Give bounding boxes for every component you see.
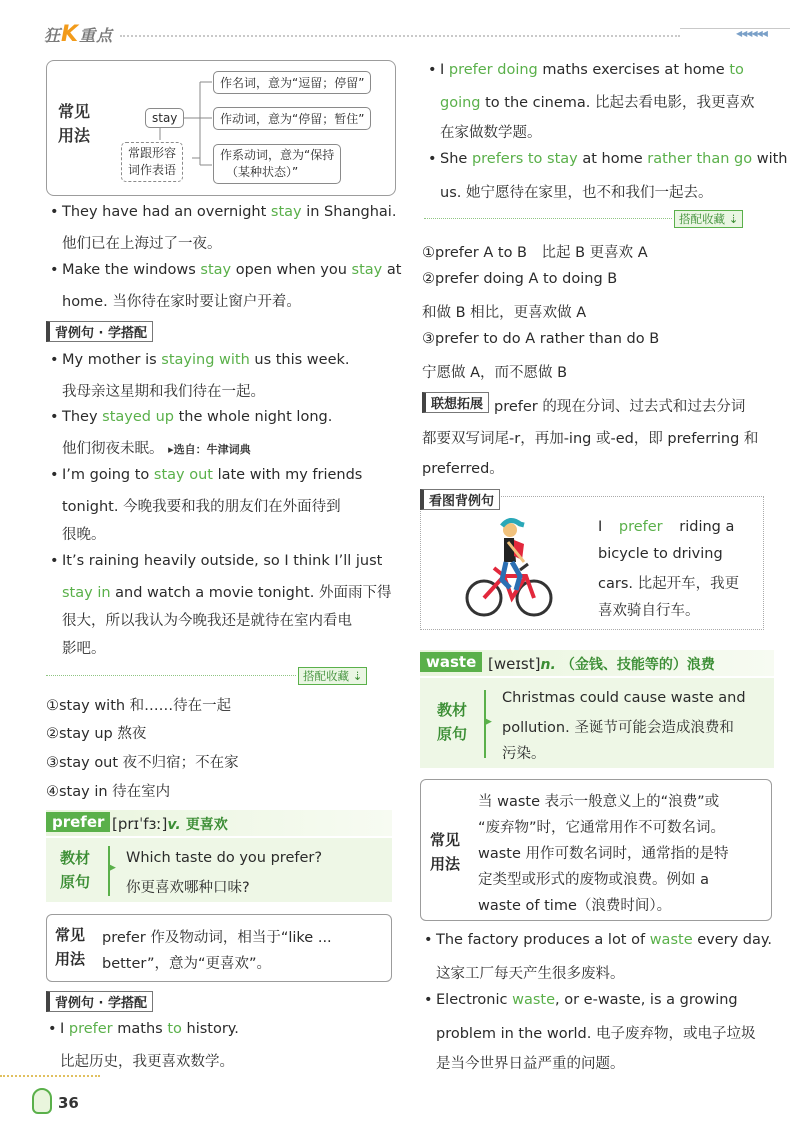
stay-example-1: • They have had an overnight stay in Shanghai. <box>62 204 396 220</box>
waste-example-2-cont: problem in the world. 电子废弃物，或电子垃圾 <box>436 1026 756 1042</box>
prefer-list-item-3: ③prefer to do A rather than do B <box>422 331 660 347</box>
waste-textbook-label: 教材 原句 <box>437 701 468 743</box>
collect-label-stay: 搭配收藏 ⇣ <box>298 667 367 685</box>
waste-usage-label: 常见 用法 <box>430 831 461 873</box>
waste-textbook-line-1: Christmas could cause waste and <box>502 690 746 706</box>
picture-text-2: bicycle to driving <box>598 546 723 562</box>
waste-word-tag: waste <box>420 652 482 672</box>
prefer-example-1: • I prefer maths to history. <box>60 1021 239 1037</box>
waste-tc-arrow-icon: ▶ <box>485 717 492 727</box>
waste-usage-1: 当 waste 表示一般意义上的“浪费”或 <box>478 794 720 810</box>
footer-dotted-line <box>0 1075 100 1077</box>
collocation-pill: 常跟形容 词作表语 <box>121 142 183 182</box>
logo-k: K <box>61 22 80 47</box>
prefer-list-item-3-cn: 宁愿做 A，而不愿做 B <box>422 365 568 381</box>
page-number: 36 <box>58 1094 79 1112</box>
prefer-textbook-en: Which taste do you prefer? <box>126 850 323 866</box>
usage-box-title: 常见 用法 <box>58 102 91 145</box>
assoc-text-1: prefer 的现在分词、过去式和过去分词 <box>494 399 746 415</box>
bicycle-rider-illustration <box>464 516 554 620</box>
logo-char-b: 重点 <box>79 26 114 45</box>
prefer-example-2: • I prefer doing maths exercises at home to <box>440 62 744 78</box>
stay-colloc-example-1-cn: 我母亲这星期和我们待在一起。 <box>62 384 265 400</box>
prefer-definition: [prɪˈfɜː]v. 更喜欢 <box>112 815 228 833</box>
prefer-example-1-cn: 比起历史，我更喜欢数学。 <box>60 1054 234 1070</box>
prefer-usage-text-1: prefer 作及物动词，相当于“like ... <box>102 930 332 946</box>
waste-usage-2: “废弃物”时，它通常用作不可数名词。 <box>478 820 726 836</box>
badge-beili-stay: 背例句 · 学搭配 <box>46 321 153 342</box>
logo-char-a: 狂 <box>44 26 62 45</box>
stay-colloc-example-4-cont: stay in and watch a movie tonight. 外面雨下得 <box>62 585 392 601</box>
waste-usage-4: 定类型或形式的废物或浪费。例如 a <box>478 872 709 888</box>
prefer-example-2-cont2: 在家做数学题。 <box>440 125 542 141</box>
picture-text-3: cars. 比起开车，我更 <box>598 576 740 592</box>
header-line <box>680 28 790 29</box>
prefer-list-item-2-cn: 和做 B 相比，更喜欢做 A <box>422 305 587 321</box>
waste-example-1: • The factory produces a lot of waste every day. <box>436 932 772 948</box>
prefer-textbook-cn: 你更喜欢哪种口味? <box>126 880 250 896</box>
stay-colloc-example-3-cont: tonight. 今晚我要和我的朋友们在外面待到 <box>62 499 341 515</box>
prefer-list-item-2: ②prefer doing A to doing B <box>422 271 618 287</box>
picture-text-1: I prefer riding a <box>598 519 735 535</box>
assoc-tag: 联想拓展 <box>422 392 489 413</box>
waste-example-2-cont2: 是当今世界日益严重的问题。 <box>436 1056 625 1072</box>
picture-text-4: 喜欢骑自行车。 <box>598 603 700 619</box>
stay-colloc-example-3: • I’m going to stay out late with my friends <box>62 467 362 483</box>
waste-usage-5: waste of time（浪费时间）。 <box>478 898 672 914</box>
link-verb-pill: 作系动词，意为“保持 （某种状态）” <box>213 144 341 184</box>
collect-label-prefer: 搭配收藏 ⇣ <box>674 210 743 228</box>
waste-example-2: • Electronic waste, or e-waste, is a growing <box>436 992 738 1008</box>
stay-list-item-1: ①stay with 和……待在一起 <box>46 698 232 714</box>
prefer-example-3: • She prefers to stay at home rather than go with <box>440 151 787 167</box>
collect-divider-line <box>46 675 296 676</box>
prefer-example-2-cont: going to the cinema. 比起去看电影，我更喜欢 <box>440 95 755 111</box>
verb-usage-pill: 作动词，意为“停留；暂住” <box>213 107 371 130</box>
header-arrows-icon: ◀◀◀◀◀◀ <box>736 29 767 38</box>
stay-list-item-3: ③stay out 夜不归宿；不在家 <box>46 755 239 771</box>
stay-colloc-example-4: • It’s raining heavily outside, so I think I’ll just <box>62 553 382 569</box>
waste-definition: [weɪst]n. （金钱、技能等的）浪费 <box>488 655 715 673</box>
source-note: ▸选自：牛津词典 <box>168 443 251 456</box>
prefer-tc-arrow-icon: ▶ <box>109 863 116 873</box>
stay-word-pill: stay <box>145 108 184 128</box>
stay-example-2: • Make the windows stay open when you stay at <box>62 262 401 278</box>
prefer-textbook-label: 教材 原句 <box>60 849 91 891</box>
stay-example-2-cont: home. 当你待在家时要让窗户开着。 <box>62 294 301 310</box>
prefer-usage-text-2: better”，意为“更喜欢”。 <box>102 956 272 972</box>
prefer-word-tag: prefer <box>46 812 110 832</box>
waste-usage-3: waste 用作可数名词时，通常指的是特 <box>478 846 729 862</box>
stay-colloc-example-4-cont3: 影吧。 <box>62 641 106 657</box>
waste-textbook-line-3: 污染。 <box>502 746 546 762</box>
picture-tag: 看图背例句 <box>420 489 500 510</box>
bulb-icon <box>32 1088 52 1114</box>
stay-colloc-example-3-cont2: 很晚。 <box>62 527 106 543</box>
stay-example-1-cn: 他们已在上海过了一夜。 <box>62 236 222 252</box>
prefer-list-item-1: ①prefer A to B 比起 B 更喜欢 A <box>422 245 648 261</box>
prefer-example-3-cont: us. 她宁愿待在家里，也不和我们一起去。 <box>440 185 713 201</box>
noun-usage-pill: 作名词，意为“逗留；停留” <box>213 71 371 94</box>
collect-divider-line-prefer <box>424 218 672 219</box>
waste-example-1-cn: 这家工厂每天产生很多废料。 <box>436 966 625 982</box>
assoc-text-3: preferred。 <box>422 461 504 477</box>
waste-textbook-line-2: pollution. 圣诞节可能会造成浪费和 <box>502 720 734 736</box>
stay-list-item-4: ④stay in 待在室内 <box>46 784 171 800</box>
stay-colloc-example-2-cn: 他们彻夜未眠。 ▸选自：牛津词典 <box>62 441 251 457</box>
stay-colloc-example-4-cont2: 很大，所以我认为今晚我还是就待在室内看电 <box>62 613 352 629</box>
stay-colloc-example-2: • They stayed up the whole night long. <box>62 409 332 425</box>
prefer-usage-label: 常见 用法 <box>55 926 86 968</box>
assoc-text-2: 都要双写词尾-r，再加-ing 或-ed，即 preferring 和 <box>422 431 759 447</box>
stay-list-item-2: ②stay up 熬夜 <box>46 726 147 742</box>
stay-colloc-example-1: • My mother is staying with us this week. <box>62 352 350 368</box>
badge-beili-prefer: 背例句 · 学搭配 <box>46 991 153 1012</box>
